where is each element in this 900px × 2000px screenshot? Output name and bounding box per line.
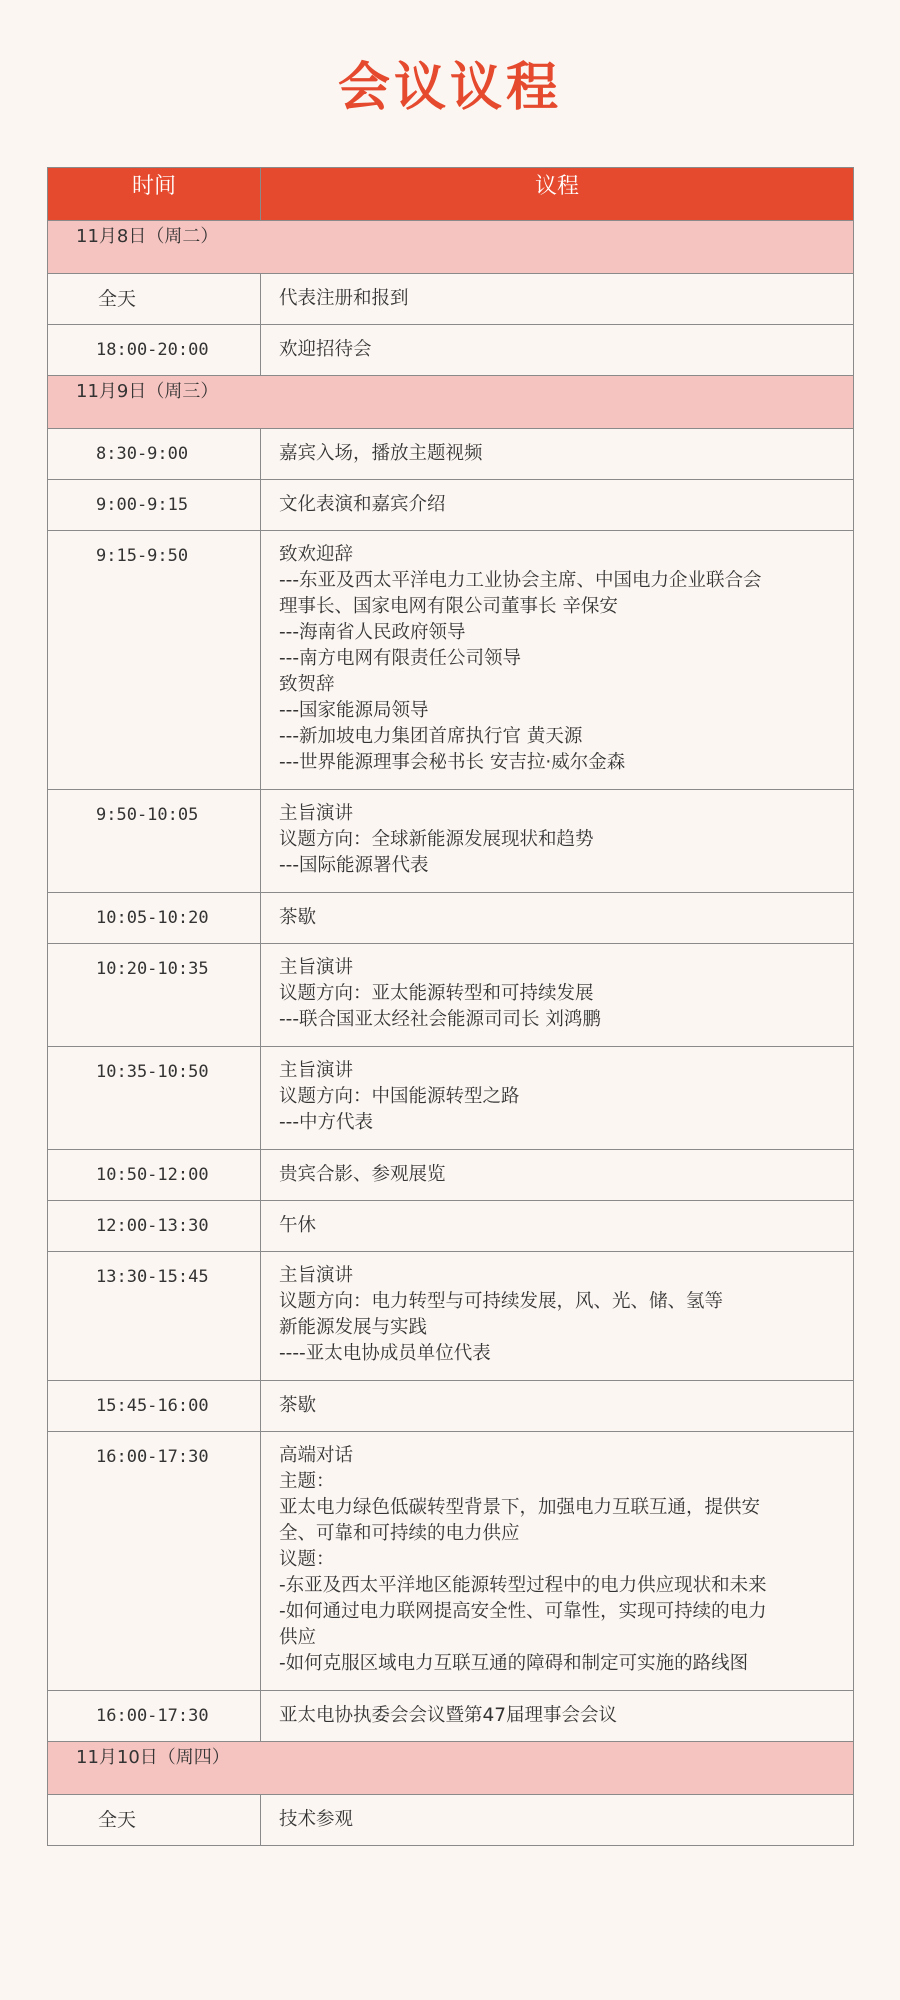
time-cell: 16:00-17:30	[48, 1691, 261, 1742]
agenda-cell	[261, 790, 854, 893]
table-row	[48, 1252, 854, 1381]
agenda-table	[47, 167, 854, 1846]
agenda-cell	[261, 1252, 854, 1381]
agenda-cell	[261, 1432, 854, 1691]
table-row	[48, 893, 854, 944]
time-cell: 10:20-10:35	[48, 944, 261, 1047]
agenda-line: 议题方向：电力转型与可持续发展，风、光、储、氢等	[279, 1291, 724, 1312]
time-cell: 12:00-13:30	[48, 1201, 261, 1252]
day-label: 11月8日（周二）	[48, 221, 854, 274]
table-row	[48, 790, 854, 893]
agenda-line: ---中方代表	[279, 1112, 374, 1133]
time-cell: 全天	[48, 274, 261, 325]
day-label: 11月9日（周三）	[48, 376, 854, 429]
time-cell: 9:00-9:15	[48, 480, 261, 531]
time-cell: 10:05-10:20	[48, 893, 261, 944]
agenda-line: 主旨演讲	[279, 957, 354, 978]
agenda-line: 主旨演讲	[279, 1265, 354, 1286]
agenda-line: 主旨演讲	[279, 803, 354, 824]
table-row	[48, 1150, 854, 1201]
agenda-cell	[261, 944, 854, 1047]
day-label: 11月10日（周四）	[48, 1742, 854, 1795]
table-row	[48, 1201, 854, 1252]
day-row	[48, 376, 854, 429]
agenda-line: ---国际能源署代表	[279, 855, 429, 876]
agenda-line: 议题方向：全球新能源发展现状和趋势	[279, 829, 594, 850]
agenda-cell	[261, 480, 854, 531]
agenda-line: ---联合国亚太经社会能源司司长 刘鸿鹏	[279, 1009, 601, 1030]
table-row	[48, 1432, 854, 1691]
time-cell: 9:50-10:05	[48, 790, 261, 893]
agenda-line: 新能源发展与实践	[279, 1317, 428, 1338]
agenda-line: 主旨演讲	[279, 1060, 354, 1081]
agenda-line: 茶歇	[279, 907, 317, 928]
agenda-line: 午休	[279, 1215, 317, 1236]
page-title: 会议议程	[337, 58, 562, 118]
agenda-cell	[261, 429, 854, 480]
agenda-line: 嘉宾入场，播放主题视频	[279, 443, 483, 464]
time-cell: 10:35-10:50	[48, 1047, 261, 1150]
table-row	[48, 274, 854, 325]
agenda-cell	[261, 1150, 854, 1201]
time-cell: 9:15-9:50	[48, 531, 261, 790]
agenda-line: -如何克服区域电力互联互通的障碍和制定可实施的路线图	[279, 1653, 749, 1674]
agenda-line: 代表注册和报到	[279, 288, 409, 309]
agenda-line: -东亚及西太平洋地区能源转型过程中的电力供应现状和未来	[279, 1575, 767, 1596]
agenda-line: -如何通过电力联网提高安全性、可靠性，实现可持续的电力	[279, 1601, 767, 1622]
time-cell: 16:00-17:30	[48, 1432, 261, 1691]
column-header-time: 时间	[48, 168, 261, 221]
table-row	[48, 1047, 854, 1150]
time-cell: 13:30-15:45	[48, 1252, 261, 1381]
table-header-row	[48, 168, 854, 221]
agenda-line: 议题方向：亚太能源转型和可持续发展	[279, 983, 594, 1004]
agenda-line: ---国家能源局领导	[279, 700, 429, 721]
agenda-line: 文化表演和嘉宾介绍	[279, 494, 446, 515]
agenda-line: 技术参观	[279, 1809, 354, 1830]
agenda-line: 亚太电力绿色低碳转型背景下，加强电力互联互通，提供安	[279, 1497, 761, 1518]
table-row	[48, 429, 854, 480]
agenda-line: ---新加坡电力集团首席执行官 黄天源	[279, 726, 583, 747]
time-cell: 8:30-9:00	[48, 429, 261, 480]
time-cell: 全天	[48, 1795, 261, 1846]
table-row	[48, 480, 854, 531]
agenda-line: 主题：	[279, 1471, 335, 1492]
agenda-line: 议题方向：中国能源转型之路	[279, 1086, 520, 1107]
agenda-cell	[261, 531, 854, 790]
agenda-line: 欢迎招待会	[279, 339, 372, 360]
agenda-cell	[261, 1047, 854, 1150]
agenda-line: ---南方电网有限责任公司领导	[279, 648, 522, 669]
agenda-line: 茶歇	[279, 1395, 317, 1416]
agenda-cell	[261, 1795, 854, 1846]
agenda-cell	[261, 1691, 854, 1742]
agenda-cell	[261, 1201, 854, 1252]
time-cell: 15:45-16:00	[48, 1381, 261, 1432]
agenda-line: 亚太电协执委会会议暨第47届理事会会议	[279, 1705, 618, 1726]
agenda-body	[48, 221, 854, 1846]
day-row	[48, 221, 854, 274]
day-row	[48, 1742, 854, 1795]
agenda-cell	[261, 274, 854, 325]
table-row	[48, 1381, 854, 1432]
agenda-line: 全、可靠和可持续的电力供应	[279, 1523, 520, 1544]
agenda-line: ----亚太电协成员单位代表	[279, 1343, 491, 1364]
agenda-cell	[261, 893, 854, 944]
table-row	[48, 325, 854, 376]
time-cell: 10:50-12:00	[48, 1150, 261, 1201]
agenda-cell	[261, 325, 854, 376]
agenda-line: ---世界能源理事会秘书长 安吉拉·威尔金森	[279, 752, 626, 773]
agenda-line: 致欢迎辞	[279, 544, 354, 565]
table-row	[48, 1795, 854, 1846]
table-row	[48, 531, 854, 790]
agenda-line: 贵宾合影、参观展览	[279, 1164, 446, 1185]
agenda-cell	[261, 1381, 854, 1432]
agenda-line: ---东亚及西太平洋电力工业协会主席、中国电力企业联合会	[279, 570, 762, 591]
column-header-agenda: 议程	[261, 168, 854, 221]
agenda-line: 致贺辞	[279, 674, 335, 695]
agenda-line: 议题：	[279, 1549, 335, 1570]
agenda-line: ---海南省人民政府领导	[279, 622, 466, 643]
agenda-line: 理事长、国家电网有限公司董事长 辛保安	[279, 596, 618, 617]
agenda-line: 高端对话	[279, 1445, 354, 1466]
table-row	[48, 944, 854, 1047]
agenda-line: 供应	[279, 1627, 317, 1648]
table-row	[48, 1691, 854, 1742]
time-cell: 18:00-20:00	[48, 325, 261, 376]
